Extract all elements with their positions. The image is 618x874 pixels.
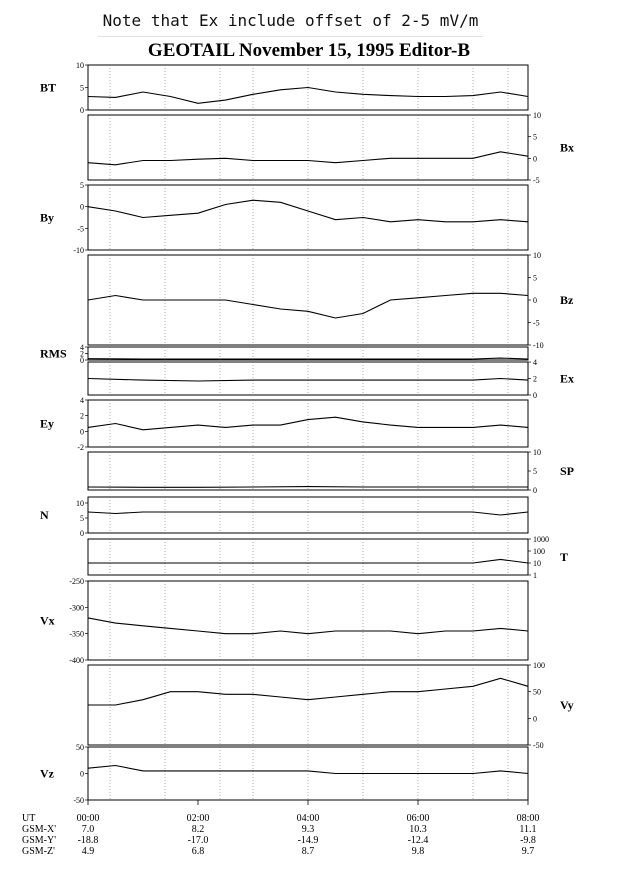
series-line-t <box>88 559 528 563</box>
panel-label-vy: Vy <box>560 698 574 712</box>
series-line-ex <box>88 379 528 382</box>
y-tick-label: 2 <box>80 411 84 421</box>
x-tick-value: 8.7 <box>301 846 315 857</box>
panel-label-vz: Vz <box>40 766 54 781</box>
panel-label-by: By <box>40 210 55 225</box>
y-tick-label: -250 <box>69 577 84 586</box>
y-tick-label: 50 <box>533 687 541 697</box>
panel-label-ex: Ex <box>560 371 575 386</box>
y-tick-label: 50 <box>76 743 84 752</box>
x-tick-value: 00:00 <box>76 813 100 824</box>
y-tick-label: 0 <box>80 427 84 437</box>
panel-label-bx: Bx <box>560 140 575 155</box>
y-tick-label: -350 <box>69 629 84 639</box>
series-line-sp <box>88 487 528 488</box>
y-tick-label: 5 <box>80 181 84 190</box>
y-tick-label: 1 <box>533 571 537 580</box>
y-tick-label: -5 <box>533 176 540 185</box>
x-tick-value: -18.8 <box>77 835 99 846</box>
y-tick-label: 10 <box>76 499 84 508</box>
x-tick-value: 10.3 <box>409 824 427 835</box>
y-tick-label: 0 <box>533 714 537 724</box>
x-tick-value: 06:00 <box>406 813 430 824</box>
series-line-n <box>88 512 528 515</box>
x-tick-value: 9.8 <box>411 846 425 857</box>
x-tick-value: -14.9 <box>297 835 319 846</box>
y-tick-label: 0 <box>80 106 84 115</box>
panel-frame <box>88 362 528 395</box>
series-line-rms <box>88 358 528 359</box>
panel-label-vx: Vx <box>40 613 55 628</box>
offset-note: Note that Ex include offset of 2-5 mV/m <box>98 6 483 37</box>
x-axis-row-label: UT <box>22 813 36 824</box>
x-tick-value: 11.1 <box>519 824 537 835</box>
y-tick-label: 10 <box>533 111 541 120</box>
y-tick-label: 0 <box>533 296 537 305</box>
y-tick-label: 0 <box>533 154 537 164</box>
y-tick-label: -50 <box>533 741 544 750</box>
x-axis-row-label: GSM-X' <box>22 824 57 835</box>
x-tick-value: -12.4 <box>407 835 429 846</box>
y-tick-label: 100 <box>533 547 545 556</box>
panel-label-ey: Ey <box>40 416 55 431</box>
x-tick-value: 7.0 <box>81 824 95 835</box>
y-tick-label: 4 <box>533 358 537 367</box>
y-tick-label: -2 <box>77 443 84 452</box>
x-tick-value: 08:00 <box>516 813 540 824</box>
x-tick-value: 02:00 <box>186 813 210 824</box>
y-tick-label: 0 <box>80 202 84 212</box>
y-tick-label: 0 <box>80 529 84 538</box>
x-tick-value: 4.9 <box>81 846 95 857</box>
chart-title: GEOTAIL November 15, 1995 Editor-B <box>147 40 471 61</box>
y-tick-label: 0 <box>80 769 84 779</box>
y-tick-label: 10 <box>76 61 84 70</box>
y-tick-label: 5 <box>80 83 84 93</box>
panel-label-rms: RMS <box>40 346 67 361</box>
y-tick-label: 0 <box>80 356 84 365</box>
y-tick-label: -5 <box>77 224 84 234</box>
y-tick-label: -50 <box>73 796 84 805</box>
y-tick-label: -10 <box>73 246 84 255</box>
x-axis-row-label: GSM-Z' <box>22 846 55 857</box>
y-tick-label: 1000 <box>533 535 549 544</box>
y-tick-label: 5 <box>533 467 537 476</box>
y-tick-label: 0 <box>533 486 537 495</box>
y-tick-label: 10 <box>533 251 541 260</box>
y-tick-label: 0 <box>533 391 537 400</box>
x-tick-value: 6.8 <box>191 846 205 857</box>
y-tick-label: 2 <box>80 349 84 359</box>
x-tick-value: -17.0 <box>187 835 209 846</box>
x-axis-row-label: GSM-Y' <box>22 835 57 846</box>
y-tick-label: 4 <box>80 396 84 405</box>
y-tick-label: 10 <box>533 448 541 457</box>
panel-label-sp: SP <box>560 464 575 478</box>
panel-label-bz: Bz <box>560 293 574 307</box>
x-tick-value: 9.7 <box>521 846 535 857</box>
x-tick-value: 04:00 <box>296 813 320 824</box>
y-tick-label: 100 <box>533 661 545 670</box>
y-tick-label: 5 <box>533 273 537 283</box>
y-tick-label: 5 <box>533 132 537 142</box>
y-tick-label: 2 <box>533 374 537 384</box>
panel-label-n: N <box>40 508 49 522</box>
y-tick-label: 10 <box>533 559 541 568</box>
x-tick-value: 8.2 <box>191 824 205 835</box>
panel-label-bt: BT <box>40 80 57 95</box>
y-tick-label: 4 <box>80 343 84 352</box>
series-line-bx <box>88 152 528 165</box>
y-tick-label: -300 <box>69 603 84 613</box>
panel-label-t: T <box>560 550 569 564</box>
x-tick-value: 9.3 <box>301 824 315 835</box>
y-tick-label: -400 <box>69 656 84 665</box>
series-line-vy <box>88 678 528 705</box>
series-line-vz <box>88 766 528 774</box>
y-tick-label: -10 <box>533 341 544 350</box>
y-tick-label: -5 <box>533 318 540 328</box>
x-tick-value: -9.8 <box>520 835 536 846</box>
y-tick-label: 5 <box>80 514 84 523</box>
